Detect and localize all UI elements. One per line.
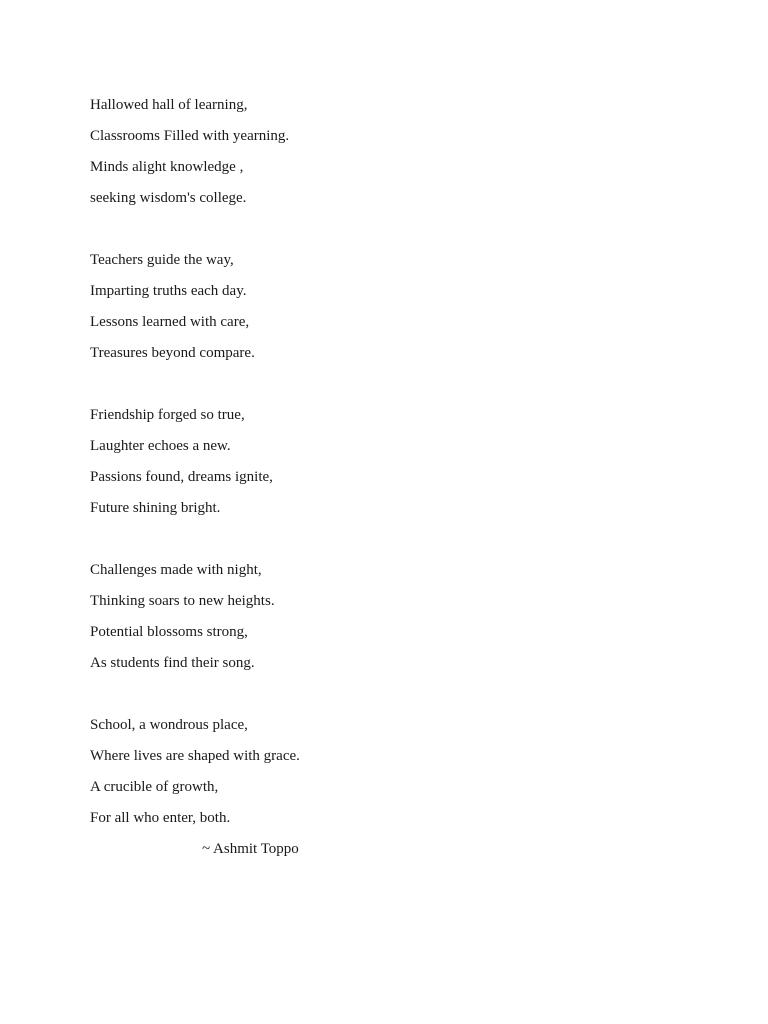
poem-line: Friendship forged so true,: [90, 407, 245, 423]
poem-line: School, a wondrous place,: [90, 717, 248, 733]
poem-line: Future shining bright.: [90, 500, 221, 516]
poem-page: [90, 90, 690, 865]
poem-line: Potential blossoms strong,: [90, 624, 248, 640]
poem-line: A crucible of growth,: [90, 779, 219, 795]
poem-line: Classrooms Filled with yearning.: [90, 128, 290, 144]
stanza-3: [90, 400, 690, 524]
poem-line: Thinking soars to new heights.: [90, 593, 275, 609]
poem-line: Where lives are shaped with grace.: [90, 748, 300, 764]
poem-line: seeking wisdom's college.: [90, 190, 247, 206]
stanza-1: [90, 90, 690, 214]
poem-line: Minds alight knowledge ,: [90, 159, 244, 175]
poem-line: As students find their song.: [90, 655, 255, 671]
author-signature: ~ Ashmit Toppo: [202, 841, 299, 857]
poem-line: Challenges made with night,: [90, 562, 262, 578]
poem-line: Imparting truths each day.: [90, 283, 247, 299]
poem-line: Laughter echoes a new.: [90, 438, 231, 454]
poem-line: Passions found, dreams ignite,: [90, 469, 273, 485]
stanza-2: [90, 245, 690, 369]
poem-line: Lessons learned with care,: [90, 314, 250, 330]
poem-line: For all who enter, both.: [90, 810, 231, 826]
poem-line: Treasures beyond compare.: [90, 345, 255, 361]
stanza-4: [90, 555, 690, 679]
poem-line: Hallowed hall of learning,: [90, 97, 248, 113]
poem-line: Teachers guide the way,: [90, 252, 234, 268]
stanza-5: [90, 710, 690, 834]
